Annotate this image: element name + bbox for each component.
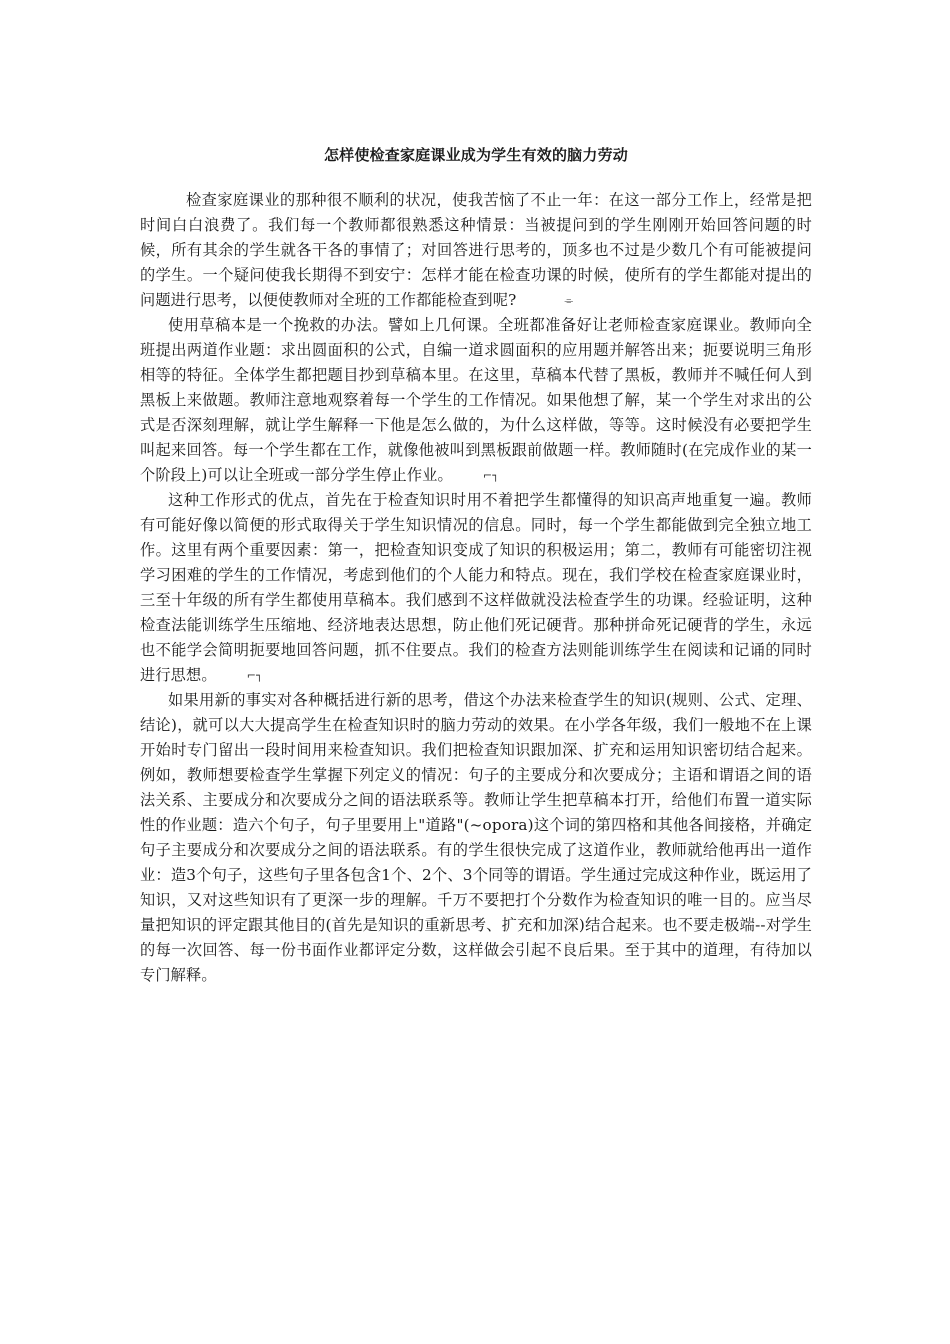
document-page — [140, 142, 812, 988]
paragraph-3 — [140, 488, 812, 688]
paragraph-2-text: 使用草稿本是一个挽救的办法。譬如上几何课。全班都准备好让老师检查家庭课业。教师向全班提出两道作业题：求出圆面积的公式，自编一道求圆面积的应用题并解答出来；扼要说明三角形相等的特征。全体学生都把题目抄到草稿本里。在这里，草稿本代替了黑板，教师并不喊任何人到黑板上来做题。教师注意地观察着每一个学生的工作情况。如果他想了解，某一个学生对求出的公式是否深刻理解，就让学生解释一下他是怎么做的，为什么这样做，等等。这时候没有必要把学生叫起来回答。每一个学生都在工作，就像他被叫到黑板跟前做题一样。教师随时(在完成作业的某一个阶段上)可以让全班或一部分学生停止作业。 — [140, 316, 812, 484]
paragraph-4-text: 如果用新的事实对各种概括进行新的思考，借这个办法来检查学生的知识(规则、公式、定理、结论)，就可以大大提高学生在检查知识时的脑力劳动的效果。在小学各年级，我们一般地不在上课开始时专门留出一段时间用来检查知识。我们把检查知识跟加深、扩充和运用知识密切结合起来。例如，教师想要检查学生掌握下列定义的情况：句子的主要成分和次要成分；主语和谓语之间的语法关系、主要成分和次要成分之间的语法联系等。教师让学生把草稿本打开，给他们布置一道实际性的作业题：造六个句子，句子里要用上"道路"(~opora)这个词的第四格和其他各间接格，并确定句子主要成分和次要成分之间的语法联系。有的学生很快完成了这道作业，教师就给他再出一道作业：造3个句子，这些句子里各包含1个、2个、3个同等的谓语。学生通过完成这种作业，既运用了知识，又对这些知识有了更深一步的理解。千万不要把打个分数作为检查知识的唯一目的。应当尽量把知识的评定跟其他目的(首先是知识的重新思考、扩充和加深)结合起来。也不要走极端--对学生的每一次回答、每一份书面作业都评定分数，这样做会引起不良后果。至于其中的道理，有待加以专门解释。 — [140, 691, 812, 984]
paragraph-2 — [140, 313, 812, 488]
paragraph-4 — [140, 688, 812, 988]
paragraph-end-mark: ⌐┐ — [482, 469, 499, 482]
paragraph-3-text: 这种工作形式的优点，首先在于检查知识时用不着把学生都懂得的知识高声地重复一遍。教师有可能好像以简便的形式取得关于学生知识情况的信息。同时，每一个学生都能做到完全独立地工作。这里有两个重要因素：第一，把检查知识变成了知识的积极运用；第二，教师有可能密切注视学习困难的学生的工作情况，考虑到他们的个人能力和特点。现在，我们学校在检查家庭课业时，三至十年级的所有学生都使用草稿本。我们感到不这样做就没法检查学生的功课。经验证明，这种检查法能训练学生压缩地、经济地表达思想，防止他们死记硬背。那种拼命死记硬背的学生，永远也不能学会简明扼要地回答问题，抓不住要点。我们的检查方法则能训练学生在阅读和记诵的同时进行思想。 — [140, 491, 812, 684]
document-title: 怎样使检查家庭课业成为学生有效的脑力劳动 — [323, 146, 628, 164]
paragraph-1 — [140, 188, 812, 313]
paragraph-1-text: 检查家庭课业的那种很不顺利的状况，使我苦恼了不止一年：在这一部分工作上，经常是把时间白白浪费了。我们每一个教师都很熟悉这种情景：当被提问到的学生刚刚开始回答问题的时候，所有其余的学生就各干各的事情了；对回答进行思考的，顶多也不过是少数几个有可能被提问的学生。一个疑问使我长期得不到安宁：怎样才能在检查功课的时候，使所有的学生都能对提出的问题进行思考，以便使教师对全班的工作都能检查到呢? — [140, 191, 812, 309]
paragraph-end-mark: ⌐┐ — [246, 669, 263, 682]
paragraph-end-mark: ⌯ — [564, 294, 574, 307]
